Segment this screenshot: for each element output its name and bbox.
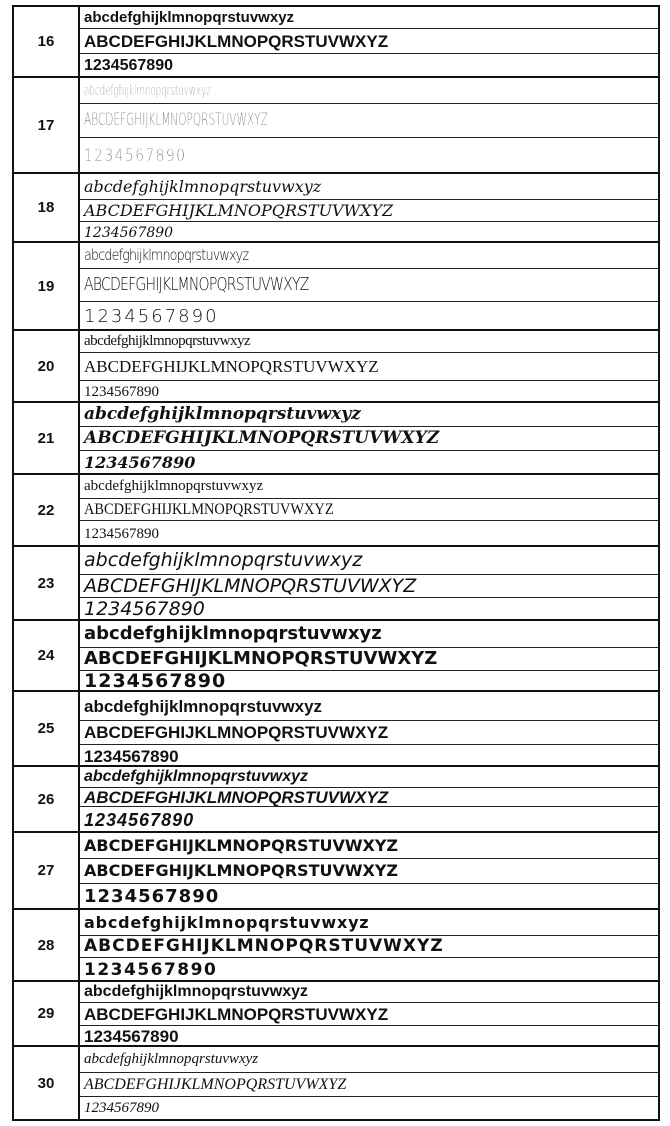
digits-sample (80, 138, 658, 174)
lowercase-sample-text: abcdefghijklmnopqrstuvwxyz (84, 176, 322, 196)
font-sample-row (14, 692, 658, 767)
digits-sample (80, 222, 658, 243)
uppercase-sample-text: ABCDEFGHIJKLMNOPQRSTUVWXYZ (84, 428, 440, 448)
lowercase-sample (80, 331, 658, 353)
lowercase-sample-text: abcdefghijklmnopqrstuvwxyz (84, 549, 363, 571)
uppercase-sample-text: ABCDEFGHIJKLMNOPQRSTUVWXYZ (84, 357, 379, 376)
digits-sample (80, 302, 658, 331)
font-sample-row (14, 243, 658, 331)
font-sample-row (14, 547, 658, 621)
uppercase-sample (80, 575, 658, 598)
digits-sample-text: 1234567890 (84, 224, 174, 241)
lowercase-sample (80, 7, 658, 29)
uppercase-sample-text: ABCDEFGHIJKLMNOPQRSTUVWXYZ (84, 500, 334, 518)
font-sample-row (14, 78, 658, 174)
lowercase-sample (80, 174, 658, 200)
font-sample-cell (80, 833, 658, 908)
font-sample-row (14, 475, 658, 547)
font-number: 28 (14, 910, 80, 980)
digits-sample (80, 745, 658, 767)
uppercase-sample (80, 499, 658, 521)
font-sample-cell (80, 7, 658, 76)
font-number: 30 (14, 1047, 80, 1119)
font-sample-sheet (12, 5, 660, 1121)
uppercase-sample-text: ABCDEFGHIJKLMNOPQRSTUVWXYZ (84, 788, 389, 807)
lowercase-sample (80, 547, 658, 575)
lowercase-sample-text: abcdefghijklmnopqrstuvwxyz (84, 82, 211, 99)
uppercase-sample (80, 200, 658, 222)
font-number: 21 (14, 403, 80, 473)
font-sample-cell (80, 692, 658, 765)
font-number: 26 (14, 767, 80, 831)
font-sample-row (14, 910, 658, 982)
lowercase-sample (80, 692, 658, 721)
font-sample-cell (80, 331, 658, 401)
uppercase-sample-text: ABCDEFGHIJKLMNOPQRSTUVWXYZ (84, 1075, 347, 1093)
font-sample-row (14, 833, 658, 910)
uppercase-sample (80, 1003, 658, 1026)
lowercase-sample-text: abcdefghijklmnopqrstuvwxyz (84, 983, 309, 1000)
digits-sample (80, 884, 658, 910)
font-sample-row (14, 174, 658, 243)
font-sample-row (14, 331, 658, 403)
lowercase-sample (80, 833, 658, 859)
font-sample-cell (80, 243, 658, 329)
lowercase-sample-text: abcdefghijklmnopqrstuvwxyz (84, 246, 249, 264)
digits-sample-text: 1234567890 (84, 886, 220, 907)
digits-sample (80, 598, 658, 621)
lowercase-sample-text: ABCDEFGHIJKLMNOPQRSTUVWXYZ (84, 835, 399, 855)
digits-sample (80, 671, 658, 692)
digits-sample-text: 1234567890 (84, 525, 159, 542)
font-number: 29 (14, 982, 80, 1045)
lowercase-sample (80, 910, 658, 936)
uppercase-sample (80, 1073, 658, 1097)
font-number: 23 (14, 547, 80, 619)
digits-sample (80, 1026, 658, 1047)
uppercase-sample-text: ABCDEFGHIJKLMNOPQRSTUVWXYZ (84, 648, 438, 669)
digits-sample-text: 1234567890 (84, 145, 187, 166)
font-sample-cell (80, 403, 658, 473)
digits-sample (80, 451, 658, 475)
font-sample-cell (80, 982, 658, 1045)
uppercase-sample-text: ABCDEFGHIJKLMNOPQRSTUVWXYZ (84, 723, 389, 742)
uppercase-sample-text: ABCDEFGHIJKLMNOPQRSTUVWXYZ (84, 274, 309, 295)
uppercase-sample (80, 353, 658, 381)
font-sample-row (14, 7, 658, 78)
digits-sample-text: 1234567890 (84, 453, 196, 472)
digits-sample (80, 807, 658, 833)
uppercase-sample (80, 648, 658, 671)
uppercase-sample (80, 29, 658, 54)
font-sample-row (14, 982, 658, 1047)
digits-sample-text: 1234567890 (84, 305, 219, 327)
lowercase-sample (80, 621, 658, 648)
uppercase-sample (80, 936, 658, 958)
digits-sample (80, 1097, 658, 1119)
digits-sample-text: 1234567890 (84, 57, 173, 74)
uppercase-sample-text: ABCDEFGHIJKLMNOPQRSTUVWXYZ (84, 936, 444, 956)
font-number: 17 (14, 78, 80, 172)
uppercase-sample (80, 788, 658, 807)
font-sample-cell (80, 910, 658, 980)
font-number: 25 (14, 692, 80, 765)
lowercase-sample (80, 1047, 658, 1073)
uppercase-sample-text: ABCDEFGHIJKLMNOPQRSTUVWXYZ (84, 200, 394, 220)
uppercase-sample (80, 721, 658, 745)
font-sample-row (14, 767, 658, 833)
font-sample-row (14, 1047, 658, 1119)
uppercase-sample-text: ABCDEFGHIJKLMNOPQRSTUVWXYZ (84, 575, 417, 597)
digits-sample-text: 1234567890 (84, 1099, 159, 1116)
digits-sample-text: 1234567890 (84, 1027, 179, 1046)
lowercase-sample-text: abcdefghijklmnopqrstuvwxyz (84, 404, 361, 424)
digits-sample-text: 1234567890 (84, 383, 159, 400)
font-sample-cell (80, 547, 658, 619)
lowercase-sample (80, 767, 658, 788)
lowercase-sample (80, 475, 658, 499)
digits-sample (80, 521, 658, 547)
font-number: 16 (14, 7, 80, 76)
font-sample-cell (80, 78, 658, 172)
font-sample-cell (80, 174, 658, 241)
lowercase-sample-text: abcdefghijklmnopqrstuvwxyz (84, 9, 295, 26)
font-sample-cell (80, 621, 658, 690)
lowercase-sample-text: abcdefghijklmnopqrstuvwxyz (84, 478, 264, 494)
uppercase-sample-text: ABCDEFGHIJKLMNOPQRSTUVWXYZ (84, 110, 268, 130)
uppercase-sample-text: ABCDEFGHIJKLMNOPQRSTUVWXYZ (84, 861, 399, 880)
digits-sample (80, 381, 658, 403)
font-sample-cell (80, 475, 658, 545)
lowercase-sample (80, 78, 658, 104)
uppercase-sample-text: ABCDEFGHIJKLMNOPQRSTUVWXYZ (84, 31, 389, 51)
font-number: 18 (14, 174, 80, 241)
digits-sample-text: 1234567890 (84, 746, 179, 766)
font-number: 24 (14, 621, 80, 690)
uppercase-sample (80, 859, 658, 884)
digits-sample (80, 54, 658, 78)
digits-sample-text: 1234567890 (84, 959, 218, 980)
uppercase-sample (80, 427, 658, 451)
lowercase-sample-text: abcdefghijklmnopqrstuvwxyz (84, 768, 309, 785)
digits-sample-text: 1234567890 (84, 598, 205, 620)
font-number: 20 (14, 331, 80, 401)
digits-sample (80, 958, 658, 982)
uppercase-sample (80, 104, 658, 138)
font-number: 27 (14, 833, 80, 908)
lowercase-sample-text: abcdefghijklmnopqrstuvwxyz (84, 912, 370, 932)
font-sample-row (14, 621, 658, 692)
lowercase-sample-text: abcdefghijklmnopqrstuvwxyz (84, 623, 382, 644)
uppercase-sample-text: ABCDEFGHIJKLMNOPQRSTUVWXYZ (84, 1004, 389, 1024)
font-number: 22 (14, 475, 80, 545)
lowercase-sample (80, 982, 658, 1003)
uppercase-sample (80, 269, 658, 302)
lowercase-sample (80, 243, 658, 269)
font-sample-cell (80, 1047, 658, 1119)
font-sample-row (14, 403, 658, 475)
font-number: 19 (14, 243, 80, 329)
lowercase-sample-text: abcdefghijklmnopqrstuvwxyz (84, 1051, 259, 1067)
digits-sample-text: 1234567890 (84, 671, 227, 692)
lowercase-sample (80, 403, 658, 427)
lowercase-sample-text: abcdefghijklmnopqrstuvwxyz (84, 333, 251, 349)
font-sample-cell (80, 767, 658, 831)
lowercase-sample-text: abcdefghijklmnopqrstuvwxyz (84, 696, 323, 716)
digits-sample-text: 1234567890 (84, 810, 195, 830)
